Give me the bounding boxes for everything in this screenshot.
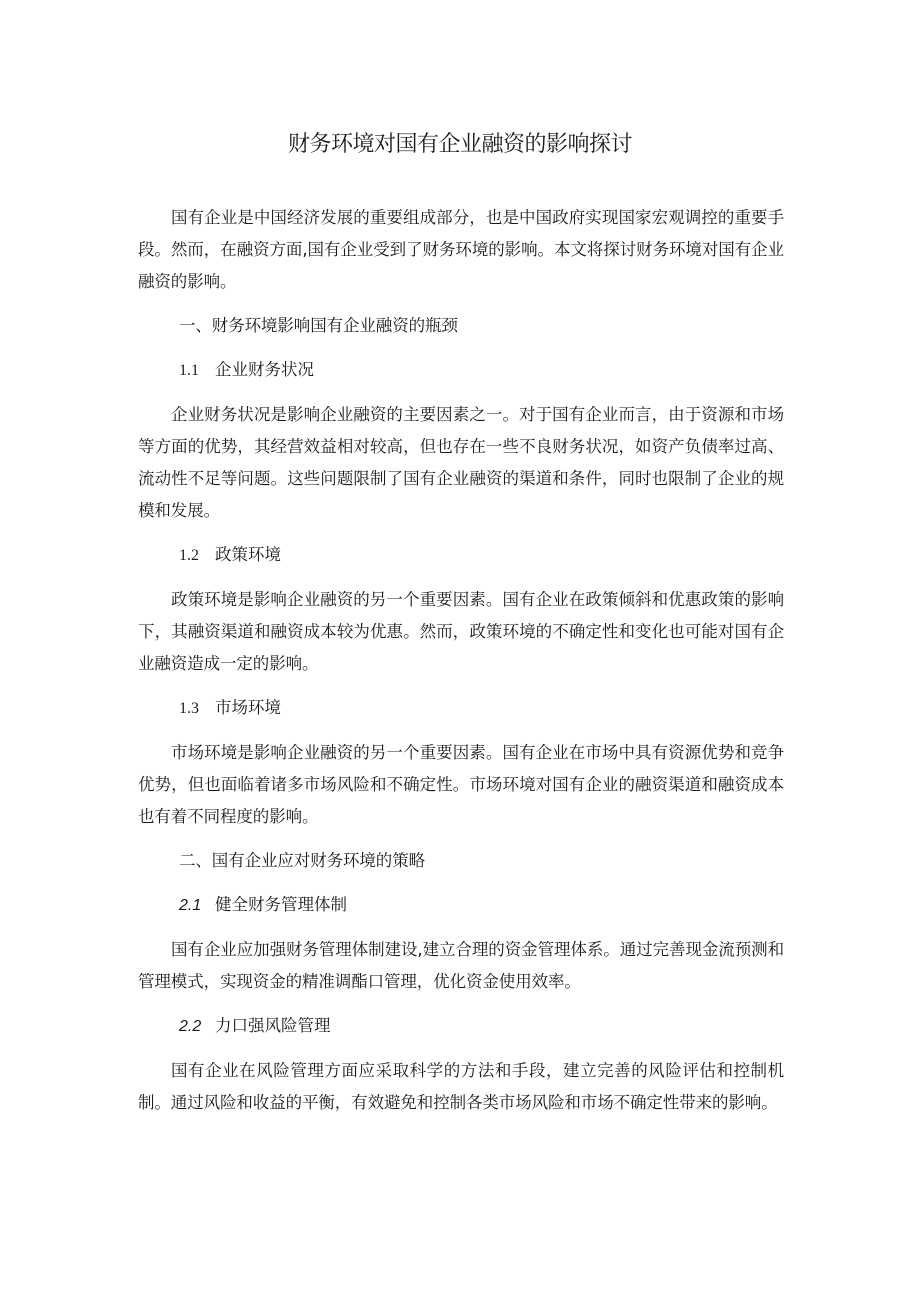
document-title: 财务环境对国有企业融资的影响探讨 [287, 132, 632, 157]
subsection-1-2-heading [138, 539, 784, 572]
subsection-title: 力口强风险管理 [215, 1016, 331, 1035]
subsection-1-3-heading [138, 692, 784, 725]
subsection-2-2-body: 国有企业在风险管理方面应采取科学的方法和手段，建立完善的风险评估和控制机制。通过风险和收益的平衡，有效避免和控制各类市场风险和市场不确定性带来的影响。 [138, 1061, 784, 1112]
intro-paragraph: 国有企业是中国经济发展的重要组成部分，也是中国政府实现国家宏观调控的重要手段。然而，在融资方面,国有企业受到了财务环境的影响。本文将探讨财务环境对国有企业融资的影响。 [138, 208, 784, 291]
subsection-number: 2.2 [179, 1018, 202, 1035]
subsection-title: 市场环境 [215, 698, 281, 717]
subsection-1-3-body: 市场环境是影响企业融资的另一个重要因素。国有企业在市场中具有资源优势和竞争优势，但也面临着诸多市场风险和不确定性。市场环境对国有企业的融资渠道和融资成本也有着不同程度的影响。 [138, 743, 784, 826]
subsection-title: 企业财务状况 [215, 360, 314, 379]
section-1-heading: 一、财务环境影响国有企业融资的瓶颈 [179, 316, 458, 335]
subsection-2-1-heading [138, 889, 784, 922]
subsection-1-2-body: 政策环境是影响企业融资的另一个重要因素。国有企业在政策倾斜和优惠政策的影响下，其融资渠道和融资成本较为优惠。然而，政策环境的不确定性和变化也可能对国有企业融资造成一定的影响。 [138, 590, 784, 673]
subsection-number: 2.1 [179, 897, 202, 914]
subsection-1-1-body: 企业财务状况是影响企业融资的主要因素之一。对于国有企业而言，由于资源和市场等方面的优势，其经营效益相对较高，但也存在一些不良财务状况，如资产负债率过高、流动性不足等问题。这些问题限制了国有企业融资的渠道和条件，同时也限制了企业的规模和发展。 [138, 405, 784, 520]
subsection-number: 1.3 [179, 700, 199, 717]
document-body [138, 202, 784, 1119]
subsection-number: 1.2 [179, 547, 199, 564]
subsection-2-2-heading [138, 1010, 784, 1043]
subsection-title: 健全财务管理体制 [215, 895, 347, 914]
subsection-number: 1.1 [179, 362, 199, 379]
subsection-1-1-heading [138, 354, 784, 387]
section-2-heading: 二、国有企业应对财务环境的策略 [179, 851, 426, 870]
subsection-title: 政策环境 [215, 545, 281, 564]
subsection-2-1-body: 国有企业应加强财务管理体制建设,建立合理的资金管理体系。通过完善现金流预测和管理模式，实现资金的精准调酯口管理，优化资金使用效率。 [138, 940, 784, 991]
